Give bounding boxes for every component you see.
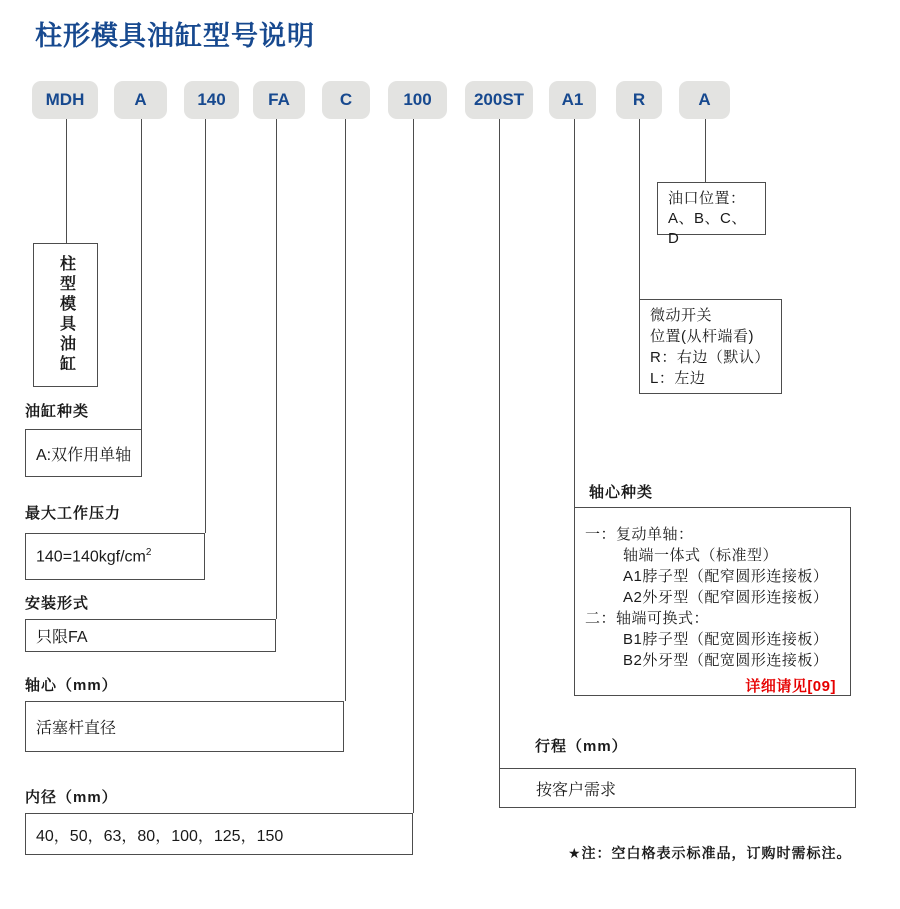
cylinder-type-text: 柱型模具油缸 [57, 255, 75, 375]
stroke-box [499, 768, 856, 808]
stroke-value: 按客户需求 [536, 781, 617, 799]
code-box-fa: FA [253, 81, 305, 119]
shaft-kind-line-2: 轴端一体式（标准型） [623, 547, 779, 564]
max-pressure-value: $140=140kgf/cm^2$ [36, 546, 152, 566]
shaft-box [25, 701, 344, 752]
shaft-kind-label: 轴心种类 [589, 484, 654, 501]
max-pressure-superscript: 2 [145, 546, 152, 558]
cylinder-kind-value: A:双作用单轴 [36, 446, 132, 464]
cylinder-kind-label: 油缸种类 [25, 403, 90, 420]
shaft-kind-line-3: A1脖子型（配窄圆形连接板） [623, 568, 829, 585]
connector-line-c [345, 119, 346, 701]
connector-line-140 [205, 119, 206, 533]
footnote: ★注：空白格表示标准品，订购时需标注。 [568, 845, 852, 861]
port-position-line-1: 油口位置： [668, 190, 746, 207]
code-box-100: 100 [388, 81, 447, 119]
bore-value: 40，50，63，80，100，125，150 [36, 827, 284, 845]
code-box-200st: 200ST [465, 81, 533, 119]
code-box-mdh: MDH [32, 81, 98, 119]
shaft-kind-detail-ref: 详细请见[09] [745, 678, 836, 695]
shaft-kind-line-1: 一：复动单轴： [585, 526, 694, 543]
micro-switch-line-3: R：右边（默认） [650, 349, 770, 366]
cylinder-type-box [33, 243, 98, 387]
connector-line-a1 [574, 119, 575, 507]
code-box-c: C [322, 81, 370, 119]
port-position-box [657, 182, 766, 247]
micro-switch-line-4: L：左边 [650, 370, 706, 387]
stroke-label: 行程（mm） [535, 738, 628, 755]
cylinder-kind-box [25, 429, 142, 477]
mount-style-box [25, 619, 276, 652]
connector-line-200st [499, 119, 500, 768]
connector-line-fa [276, 119, 277, 619]
micro-switch-box [639, 299, 782, 394]
connector-line-r [639, 119, 640, 299]
code-box-a: A [114, 81, 167, 119]
micro-switch-line-2: 位置(从杆端看) [650, 328, 754, 345]
shaft-kind-line-4: A2外牙型（配窄圆形连接板） [623, 589, 829, 606]
shaft-label: 轴心（mm） [25, 677, 118, 694]
max-pressure-label: 最大工作压力 [25, 505, 122, 522]
bore-box [25, 813, 413, 855]
max-pressure-box [25, 533, 205, 580]
code-box-a1: A1 [549, 81, 596, 119]
shaft-kind-line-7: B2外牙型（配宽圆形连接板） [623, 652, 829, 669]
code-box-r: R [616, 81, 662, 119]
connector-line-mdh [66, 119, 67, 243]
port-position-line-2: A、B、C、D [668, 210, 747, 247]
connector-line-a [141, 119, 142, 429]
bore-label: 内径（mm） [25, 789, 118, 806]
connector-line-100 [413, 119, 414, 813]
shaft-kind-box [574, 507, 851, 696]
mount-style-label: 安装形式 [25, 595, 90, 612]
shaft-kind-line-5: 二：轴端可换式： [585, 610, 710, 627]
code-box-a-port: A [679, 81, 730, 119]
connector-line-a-port [705, 119, 706, 182]
page-title: 柱形模具油缸型号说明 [35, 21, 315, 51]
shaft-value: 活塞杆直径 [36, 720, 117, 737]
shaft-kind-line-6: B1脖子型（配宽圆形连接板） [623, 631, 829, 648]
code-box-140: 140 [184, 81, 239, 119]
mount-style-value: 只限FA [36, 629, 88, 646]
micro-switch-line-1: 微动开关 [650, 307, 713, 324]
